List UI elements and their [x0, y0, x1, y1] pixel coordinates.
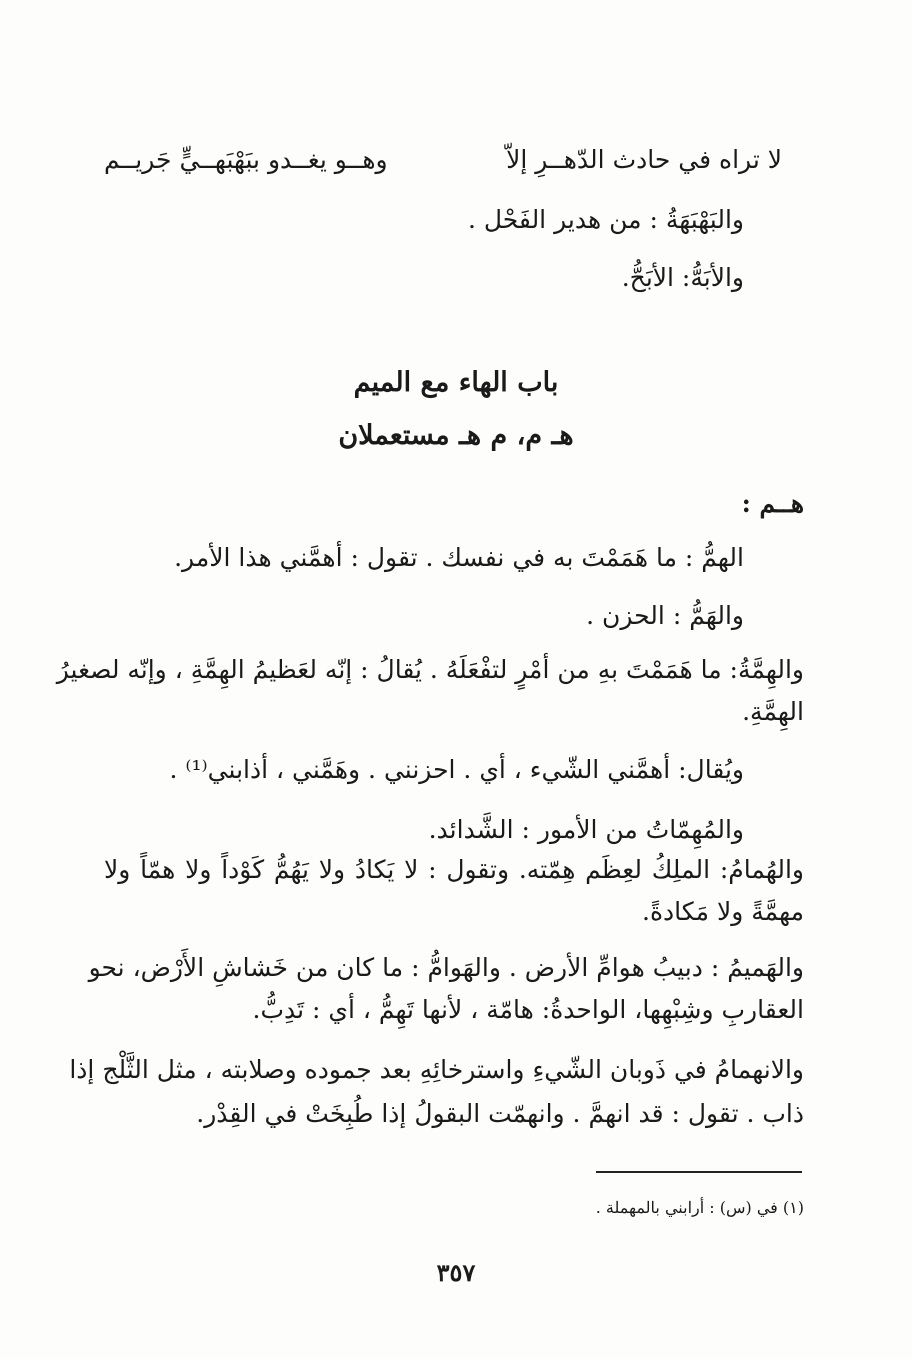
verse-first-hemistich: لا تراه في حادث الدّهــرِ إلاّ — [506, 145, 782, 174]
footnote-separator — [596, 1171, 802, 1173]
paragraph-hamm-grief: والهَمُّ : الحزن . — [586, 601, 744, 630]
entry-abah: والأبَهُّ: الأبَحُّ. — [621, 263, 744, 292]
paragraph-humam-line2: مهمَّةً ولا مَكادةً. — [642, 897, 804, 926]
paragraph-hamm: الهمُّ : ما هَمَمْتَ به في نفسك . تقول : أهمَّني هذا الأمر. — [174, 543, 744, 572]
paragraph-ahammani: ويُقال: أهمَّني الشّيء ، أي . احزنني . وهَمَّني ، أذابني⁽¹⁾ . — [169, 755, 744, 784]
page-number: ٣٥٧ — [436, 1258, 476, 1287]
verse-second-hemistich: وهــو يغــدو ببَهْبَهــيٍّ جَريــم — [104, 145, 388, 174]
paragraph-inhimam-line2: ذاب . تقول : قد انهمَّ . وانهمّت البقولُ إذا طُبِخَتْ في القِدْر. — [196, 1099, 804, 1128]
entry-bahbaha: والبَهْبَهَةُ : من هدير الفَحْل . — [467, 205, 744, 234]
chapter-subheading: هـ م، م هـ مستعملان — [338, 420, 574, 451]
paragraph-himma-line1: والهِمَّةُ: ما هَمَمْتَ بهِ من أمْرٍ لتفْعَلَهُ . يُقالُ : إنّه لعَظيمُ الهِمَّةِ ، وإنّه لصغيرُ — [56, 655, 804, 684]
paragraph-himma-line2: الهِمَّةِ. — [742, 697, 804, 726]
paragraph-hamim-line2: العقاربِ وشِبْهِها، الواحدةُ: هامّة ، لأنها تَهِمُّ ، أي : تَدِبُّ. — [252, 995, 804, 1024]
paragraph-muhimmat: والمُهِمّاتُ من الأمور : الشَّدائد. — [428, 815, 744, 844]
entry-root-label: هــم : — [741, 489, 804, 518]
paragraph-humam-line1: والهُمامُ: الملِكُ لعِظَم هِمّته. وتقول : لا يَكادُ ولا يَهُمُّ كَوْداً ولا همّاً ولا — [104, 855, 804, 884]
paragraph-inhimam-line1: والانهمامُ في ذَوبان الشّيءِ واسترخائِهِ بعد جموده وصلابته ، مثل الثَّلْج إذا — [69, 1055, 804, 1084]
paragraph-hamim-line1: والهَميمُ : دبيبُ هوامِّ الأرض . والهَوامُّ : ما كان من خَشاشِ الأَرْض، نحو — [88, 953, 804, 982]
footnote: (١) في (س) : أرابني بالمهملة . — [595, 1198, 804, 1217]
chapter-heading: باب الهاء مع الميم — [353, 367, 559, 398]
